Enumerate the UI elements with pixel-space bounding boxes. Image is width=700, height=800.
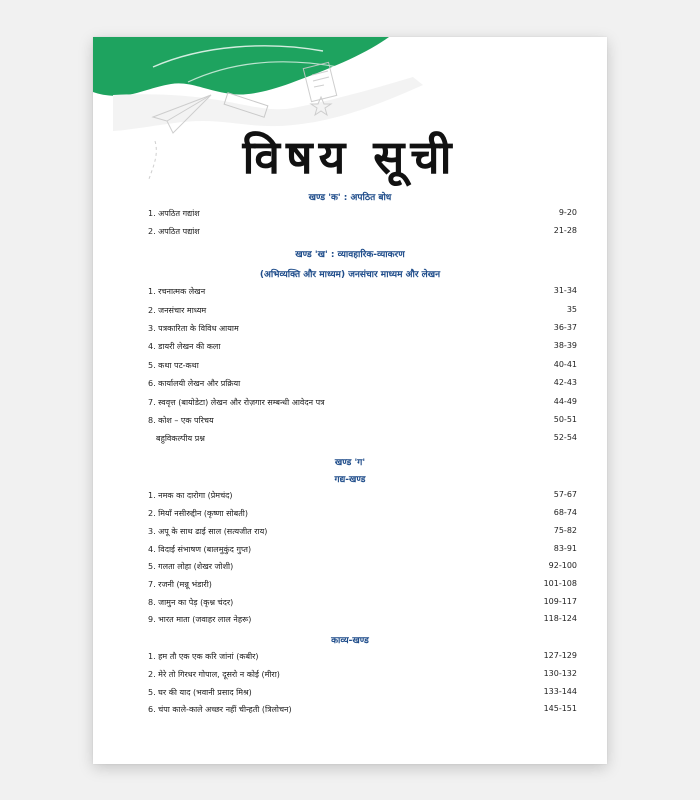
toc-row-title: 1. हम तौ एक एक करि जांनां (कबीर) (148, 652, 259, 661)
toc-row-title: 5. गलता लोहा (शेखर जोशी) (148, 562, 234, 571)
toc-row-title: 2. जनसंचार माध्यम (148, 306, 207, 315)
page-title: विषय सूची (242, 130, 458, 184)
toc-row[interactable] (148, 579, 577, 593)
toc-row-pages: 109-117 (543, 597, 577, 606)
toc-row[interactable] (148, 490, 577, 504)
toc-row-title: 7. रजनी (मन्नू भंडारी) (148, 580, 212, 589)
section-kha-header: खण्ड 'ख' : व्यावहारिक-व्याकरण (295, 250, 405, 260)
toc-row[interactable] (148, 669, 577, 683)
toc-row[interactable] (148, 561, 577, 575)
toc-row[interactable] (148, 508, 577, 522)
header-decoration (93, 37, 607, 212)
toc-row-pages: 38-39 (553, 341, 577, 350)
toc-row-title: बहुविकल्पीय प्रश्न (156, 434, 205, 443)
toc-row-pages: 57-67 (553, 490, 577, 499)
toc-row-title: 1. नमक का दारोगा (प्रेमचंद) (148, 491, 233, 500)
toc-row-title: 1. रचनात्मक लेखन (148, 287, 206, 296)
green-wave-shape (93, 37, 389, 96)
toc-row-title: 8. जामुन का पेड़ (कृश्न चंदर) (148, 598, 234, 607)
section-kha-subheader: (अभिव्यक्ति और माध्यम) जनसंचार माध्यम और लेखन (259, 270, 441, 280)
toc-row-title: 4. विदाई संभाषण (बालमुकुंद गुप्त) (148, 545, 252, 554)
toc-row[interactable] (148, 704, 577, 718)
toc-row-title: 8. कोश – एक परिचय (148, 416, 214, 425)
toc-row-pages: 52-54 (553, 433, 577, 442)
toc-row-pages: 145-151 (543, 704, 577, 713)
toc-row-title: 2. अपठित पद्यांश (148, 227, 200, 236)
toc-row[interactable] (148, 597, 577, 611)
toc-row[interactable] (148, 614, 577, 628)
toc-row[interactable] (148, 544, 577, 558)
toc-row-pages: 83-91 (553, 544, 577, 553)
toc-row[interactable] (148, 651, 577, 665)
toc-row[interactable] (148, 286, 577, 300)
toc-row-pages: 133-144 (543, 687, 577, 696)
toc-row-pages: 68-74 (553, 508, 577, 517)
toc-row[interactable] (148, 526, 577, 540)
toc-row[interactable] (148, 305, 577, 319)
toc-row-title: 2. मियाँ नसीरुद्दीन (कृष्णा सोबती) (148, 509, 248, 518)
section-ka-header: खण्ड 'क' : अपठित बोध (308, 193, 392, 203)
toc-row-title: 5. घर की याद (भवानी प्रसाद मिश्र) (148, 688, 252, 697)
toc-row-pages: 44-49 (553, 397, 577, 406)
toc-row-pages: 130-132 (543, 669, 577, 678)
document-page (93, 37, 607, 764)
toc-row-pages: 36-37 (553, 323, 577, 332)
toc-row-title: 9. भारत माता (जवाहर लाल नेहरू) (148, 615, 252, 624)
toc-row-pages: 127-129 (543, 651, 577, 660)
toc-row-pages: 75-82 (553, 526, 577, 535)
toc-row[interactable] (148, 323, 577, 337)
toc-row-pages: 35 (566, 305, 577, 314)
section-ga-gadya: गद्य-खण्ड (334, 475, 366, 485)
toc-row-pages: 101-108 (543, 579, 577, 588)
toc-row-pages: 118-124 (543, 614, 577, 623)
toc-row-title: 4. डायरी लेखन की कला (148, 342, 221, 351)
toc-row-title: 6. चंपा काले-काले अच्छर नहीं चीन्हती (त्रिलोचन) (148, 705, 292, 714)
toc-row-title: 5. कथा पट-कथा (148, 361, 199, 370)
toc-row-pages: 92-100 (548, 561, 577, 570)
toc-row[interactable] (148, 208, 577, 222)
toc-row[interactable] (148, 378, 577, 392)
toc-row-pages: 31-34 (553, 286, 577, 295)
toc-row-title: 3. अपू के साथ ढाई साल (सत्यजीत राय) (148, 527, 268, 536)
toc-row-pages: 21-28 (553, 226, 577, 235)
section-ga-kavya: काव्य-खण्ड (331, 636, 369, 646)
toc-row[interactable] (148, 687, 577, 701)
toc-row-title: 7. स्ववृत्त (बायोडेटा) लेखन और रोज़गार सम्बन्धी आवेदन पत्र (148, 398, 325, 407)
toc-row[interactable] (148, 360, 577, 374)
toc-row[interactable] (148, 226, 577, 240)
toc-row-pages: 9-20 (558, 208, 577, 217)
toc-row[interactable] (148, 415, 577, 429)
toc-row[interactable] (148, 433, 577, 447)
section-ga-header: खण्ड 'ग' (334, 458, 366, 468)
toc-row[interactable] (148, 341, 577, 355)
toc-row-title: 1. अपठित गद्यांश (148, 209, 200, 218)
toc-row-pages: 50-51 (553, 415, 577, 424)
toc-row-title: 2. मेरे तो गिरधर गोपाल, दूसरो न कोई (मीरा) (148, 670, 280, 679)
toc-row[interactable] (148, 397, 577, 411)
toc-row-pages: 42-43 (553, 378, 577, 387)
toc-row-pages: 40-41 (553, 360, 577, 369)
toc-row-title: 3. पत्रकारिता के विविध आयाम (148, 324, 239, 333)
toc-row-title: 6. कार्यालयी लेखन और प्रक्रिया (148, 379, 241, 388)
